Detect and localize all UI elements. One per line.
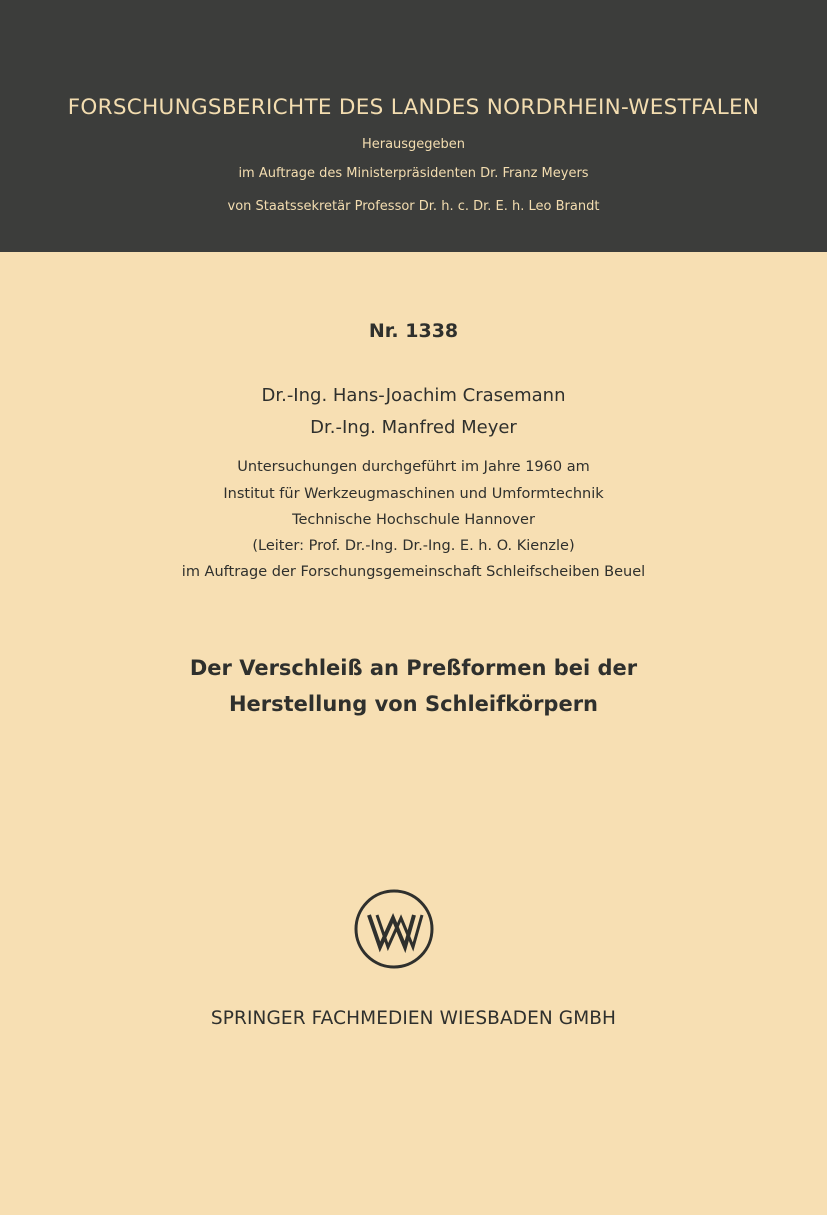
institution-line-5: im Auftrage der Forschungsgemeinschaft Schleifscheiben Beuel — [181, 564, 646, 580]
institution-line-2: Institut für Werkzeugmaschinen und Umformtechnik — [223, 486, 604, 502]
book-title-line-1: Der Verschleiß an Preßformen bei der — [189, 656, 638, 680]
publisher-name: SPRINGER FACHMEDIEN WIESBADEN GMBH — [210, 1008, 617, 1029]
author-2: Dr.-Ing. Manfred Meyer — [310, 417, 517, 438]
cover-header-band — [0, 0, 827, 252]
book-title-line-2: Herstellung von Schleifkörpern — [228, 692, 599, 716]
author-1: Dr.-Ing. Hans-Joachim Crasemann — [261, 385, 566, 406]
series-title: FORSCHUNGSBERICHTE DES LANDES NORDRHEIN-WESTFALEN — [67, 95, 760, 120]
report-number: Nr. 1338 — [368, 320, 459, 342]
editor-line-herausgegeben: Herausgegeben — [361, 137, 466, 152]
institution-line-1: Untersuchungen durchgeführt im Jahre 1960 am — [237, 459, 590, 475]
editor-line-commission: im Auftrage des Ministerpräsidenten Dr. Franz Meyers — [238, 166, 589, 181]
institution-line-4: (Leiter: Prof. Dr.-Ing. Dr.-Ing. E. h. O. Kienzle) — [252, 538, 575, 554]
publisher-ww-logo-icon — [353, 888, 435, 970]
institution-line-3: Technische Hochschule Hannover — [292, 512, 535, 528]
editor-line-secretary: von Staatssekretär Professor Dr. h. c. Dr. E. h. Leo Brandt — [227, 199, 600, 214]
